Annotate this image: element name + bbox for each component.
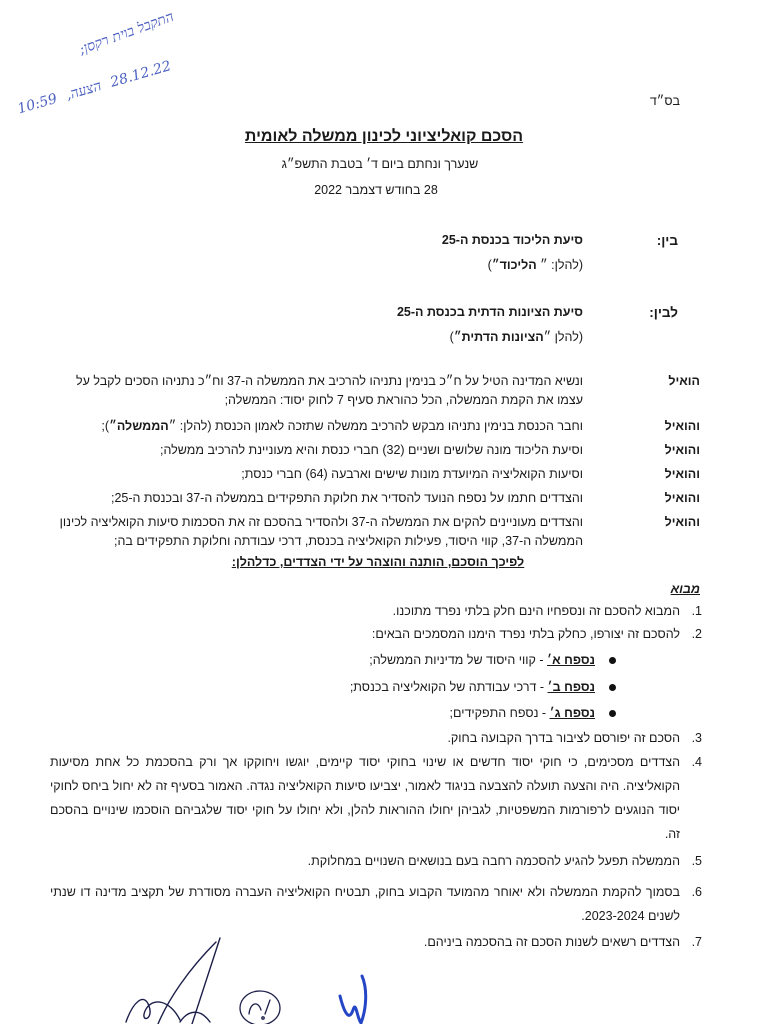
agreement-heading: לפיכך הוסכם, הותנה והוצהר על ידי הצדדים, כדלהלן: bbox=[231, 555, 525, 569]
clause-number: 1. bbox=[691, 604, 702, 618]
clause-text: הסכם זה יפורסם לציבור בדרך הקבועה בחוק. bbox=[447, 731, 680, 745]
document-date: 28 בחודש דצמבר 2022 bbox=[314, 183, 438, 197]
clause bbox=[50, 880, 706, 928]
party-name-religious-zionism: סיעת הציונות הדתית בכנסת ה-25 bbox=[396, 305, 583, 319]
party-name-likud: סיעת הליכוד בכנסת ה-25 bbox=[441, 233, 583, 247]
clause-number: 4. bbox=[691, 755, 702, 769]
clause-number: 2. bbox=[691, 627, 702, 641]
clause bbox=[50, 852, 706, 871]
intro-heading: מבוא bbox=[670, 582, 700, 596]
bullet-icon bbox=[609, 710, 616, 717]
clause-number: 5. bbox=[691, 854, 702, 868]
document-title: הסכם קואליציוני לכינון ממשלה לאומית bbox=[244, 128, 524, 145]
recital-label: והואיל bbox=[664, 419, 700, 433]
party-alias-religious-zionism bbox=[450, 330, 583, 344]
party-label-and-between: לבין: bbox=[649, 305, 678, 320]
recital-label: והואיל bbox=[664, 467, 700, 481]
recital-label: והואיל bbox=[664, 443, 700, 457]
alias-suffix: ) bbox=[487, 258, 492, 272]
annex-entry bbox=[369, 651, 595, 670]
alias-bold: הליכוד״ bbox=[491, 258, 537, 272]
clause bbox=[50, 750, 706, 846]
recital-text: והצדדים חתמו על נספח הנועד להסדיר את חלוקת התפקידים בממשלה ה-37 ובכנסת ה-25; bbox=[110, 491, 583, 505]
annex-entry bbox=[350, 678, 595, 697]
signature-3 bbox=[340, 976, 366, 1023]
bsd-mark: בס״ד bbox=[649, 94, 680, 108]
recital-defined-term: הממשלה״ bbox=[109, 419, 169, 433]
recital bbox=[50, 441, 706, 460]
alias-suffix: ) bbox=[449, 330, 454, 344]
annex-item bbox=[50, 678, 706, 697]
recital-suffix: ); bbox=[101, 419, 110, 433]
recital-label: הואיל bbox=[668, 374, 700, 388]
recital bbox=[50, 417, 706, 436]
recital-text-group bbox=[50, 417, 583, 436]
bullet-icon bbox=[609, 657, 616, 664]
alias-prefix: (להלן ״ bbox=[543, 330, 583, 344]
clause-text: להסכם זה יצורפו, כחלק בלתי נפרד הימנו המסמכים הבאים: bbox=[371, 627, 680, 641]
recital-text: ונשיא המדינה הטיל על ח״כ בנימין נתניהו להרכיב את הממשלה ה-37 וח״כ נתניהו הסכים לקבל על עצמו את הקמת הממשלה, הכל כהוראת סעיף 7 לחוק יסוד: הממשלה; bbox=[75, 374, 583, 407]
annex-label: נספח א׳ bbox=[547, 653, 595, 667]
recital bbox=[50, 465, 706, 484]
annex-item bbox=[50, 704, 706, 723]
party-label-between: בין: bbox=[656, 233, 678, 248]
handwritten-time: 10:59 bbox=[15, 90, 60, 118]
annex-text: - דרכי עבודתה של הקואליציה בכנסת; bbox=[349, 680, 548, 694]
clause-text: המבוא להסכם זה ונספחיו הינם חלק בלתי נפרד מתוכנו. bbox=[392, 604, 680, 618]
agreement-body bbox=[50, 372, 706, 952]
party-alias-likud bbox=[488, 258, 583, 272]
clause bbox=[50, 602, 706, 621]
clause-text: הממשלה תפעל להגיע להסכמה רחבה בעם בנושאים השנויים במחלוקת. bbox=[307, 854, 680, 868]
clause-number: 7. bbox=[691, 935, 702, 949]
handwritten-word: ,הצעה bbox=[64, 78, 104, 104]
clause bbox=[50, 729, 706, 748]
clause-text: הצדדים רשאים לשנות הסכם זה בהסכמה ביניהם. bbox=[423, 935, 680, 949]
recital-text: וסיעת הליכוד מונה שלושים ושניים (32) חברי כנסת והיא מעוניינת להרכיב ממשלה; bbox=[160, 443, 583, 457]
clause-text: הצדדים מסכימים, כי חוקי יסוד חדשים או שינוי בחוקי יסוד קיימים, יוגשו ויחוקקו אך ורק בהסכמת כל אחת מסיעות הקואליציה. היה והצעה תועלה להצבעה בניגוד לאמור, יצביעו סיעות הקואליציה נגדה. האמור בסעיף זה לא יחול ביחס לחוקי יסוד הנוגעים לרפורמות המשפטיות, לגביהן יחולו ההוראות להלן, ולא יחולו על חוקי יסוד שלגביהם הוסכמו שינויים בהסכם זה. bbox=[50, 755, 680, 841]
recital bbox=[50, 489, 706, 508]
recital-text: והצדדים מעוניינים להקים את הממשלה ה-37 ולהסדיר בהסכם זה את הסכמות סיעות הקואליציה לכינון הממשלה ה-37, קווי היסוד, פעילות הקואליציה בכנסת, דרכי עבודתה וחלוקת התפקידים בה; bbox=[59, 515, 583, 548]
signatures bbox=[100, 930, 400, 1024]
recital bbox=[50, 513, 706, 551]
clause-number: 6. bbox=[691, 885, 702, 899]
recital-text: וסיעות הקואליציה המיועדת מונות שישים וארבעה (64) חברי כנסת; bbox=[241, 467, 583, 481]
annex-label: נספח ב׳ bbox=[547, 680, 595, 694]
alias-prefix: (להלן: ״ bbox=[536, 258, 583, 272]
recital-label: והואיל bbox=[664, 491, 700, 505]
alias-bold: הציונות הדתית״ bbox=[453, 330, 544, 344]
signature-1 bbox=[126, 938, 220, 1024]
signature-2 bbox=[240, 991, 280, 1024]
clause bbox=[50, 625, 706, 644]
annex-item bbox=[50, 651, 706, 670]
annex-entry bbox=[450, 704, 596, 723]
annex-text: - קווי היסוד של מדיניות הממשלה; bbox=[369, 653, 548, 667]
clause-text: בסמוך להקמת הממשלה ולא יאוחר מהמועד הקבוע בחוק, תבטיח הקואליציה העברה מסודרת של תקציב מדינה דו שנתי לשנים 2023-2024. bbox=[50, 885, 680, 923]
recital-text: וחבר הכנסת בנימין נתניהו מבקש להרכיב ממשלה שתזכה לאמון הכנסת (להלן: ״ bbox=[168, 419, 583, 433]
document-subtitle: שנערך ונחתם ביום ד׳ בטבת התשפ״ג bbox=[281, 157, 479, 171]
clause-number: 3. bbox=[691, 731, 702, 745]
annex-text: - נספח התפקידים; bbox=[449, 706, 550, 720]
bullet-icon bbox=[609, 684, 616, 691]
handwritten-date: 28.12.22 bbox=[108, 58, 173, 91]
recital-label: והואיל bbox=[664, 515, 700, 529]
annex-label: נספח ג׳ bbox=[549, 706, 595, 720]
handwritten-note-line1: התקבל בוית רקסן; bbox=[76, 8, 177, 58]
recital bbox=[50, 372, 706, 410]
